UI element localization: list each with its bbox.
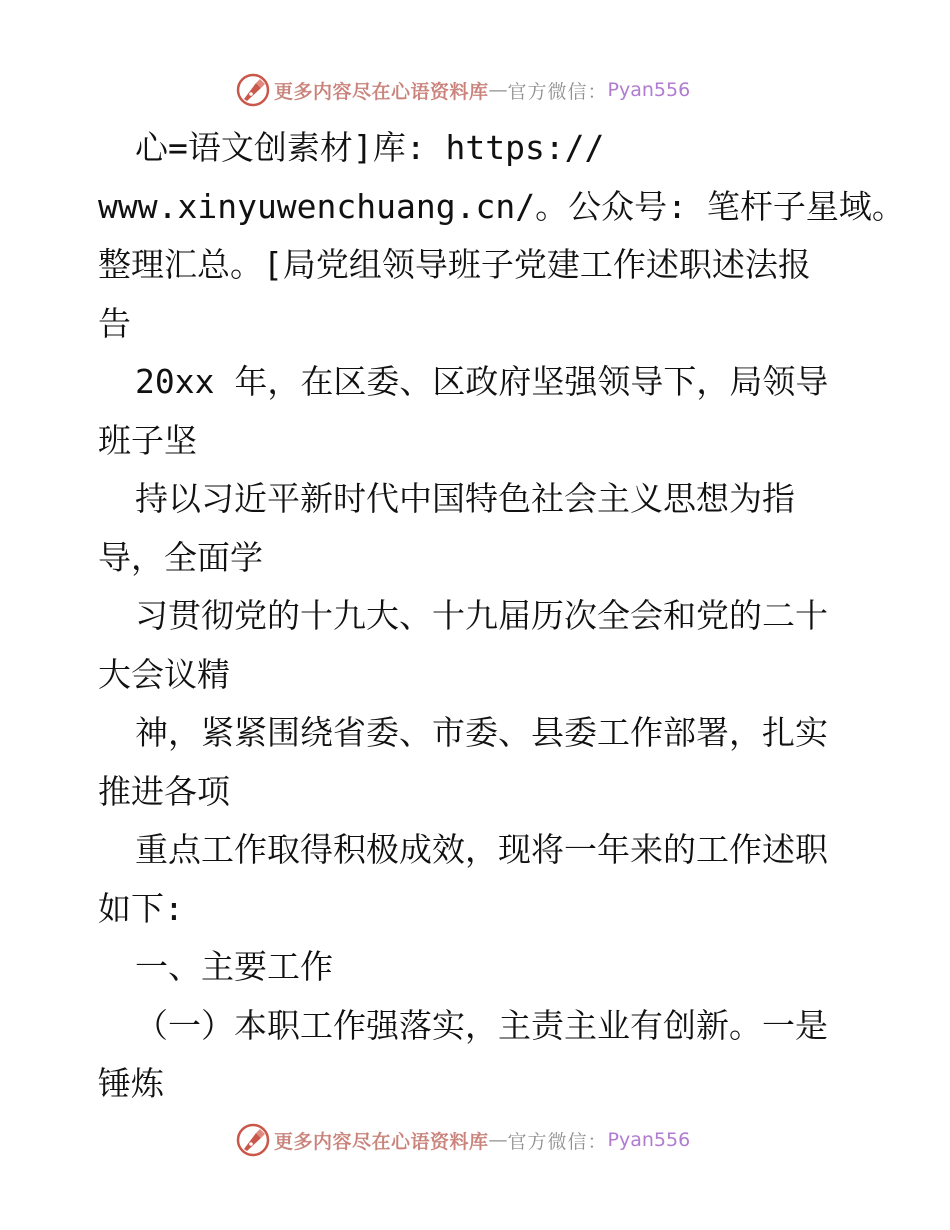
banner-wechat-label: 官方微信： <box>507 1130 608 1153</box>
body-line: 如下: <box>98 888 184 928</box>
body-line: 大会议精 <box>98 654 230 694</box>
body-line: 推进各项 <box>98 771 230 811</box>
body-line: （一）本职工作强落实，主责主业有创新。一是 <box>135 1005 828 1045</box>
banner-text: 更多内容尽在心语资料库 <box>274 80 489 103</box>
banner-wechat-label: 官方微信： <box>507 80 608 103</box>
body-line: 锤炼 <box>98 1064 164 1103</box>
section-heading: 一、主要工作 <box>135 947 333 986</box>
footer-banner <box>236 1122 716 1158</box>
body-line: 导，全面学 <box>98 537 263 577</box>
body-line: 持以习近平新时代中国特色社会主义思想为指 <box>135 479 795 518</box>
body-line: 整理汇总。[局党组领导班子党建工作述职述法报 <box>98 245 811 284</box>
banner-wechat-id: Pyan556 <box>607 79 691 101</box>
pen-nib-logo-icon <box>236 73 270 107</box>
body-line: 心=语文创素材]库: https:// <box>135 128 605 167</box>
banner-dash: — <box>488 1129 508 1151</box>
body-line: 重点工作取得积极成效，现将一年来的工作述职 <box>135 830 828 869</box>
banner-wechat-id: Pyan556 <box>607 1129 691 1151</box>
banner-dash: — <box>488 79 508 101</box>
pen-nib-logo-icon <box>236 1123 270 1157</box>
banner-text: 更多内容尽在心语资料库 <box>274 1130 489 1153</box>
body-line: 班子坚 <box>98 420 197 460</box>
body-line: 20xx 年，在区委、区政府坚强领导下，局领导 <box>135 362 829 401</box>
body-line: 神，紧紧围绕省委、市委、县委工作部署，扎实 <box>135 713 828 752</box>
header-banner <box>236 72 716 108</box>
body-line: www.xinyuwenchuang.cn/。公众号: 笔杆子星域。 <box>98 186 905 226</box>
body-line: 告 <box>98 303 131 343</box>
body-line: 习贯彻党的十九大、十九届历次全会和党的二十 <box>135 596 828 635</box>
document-body <box>98 119 905 1114</box>
